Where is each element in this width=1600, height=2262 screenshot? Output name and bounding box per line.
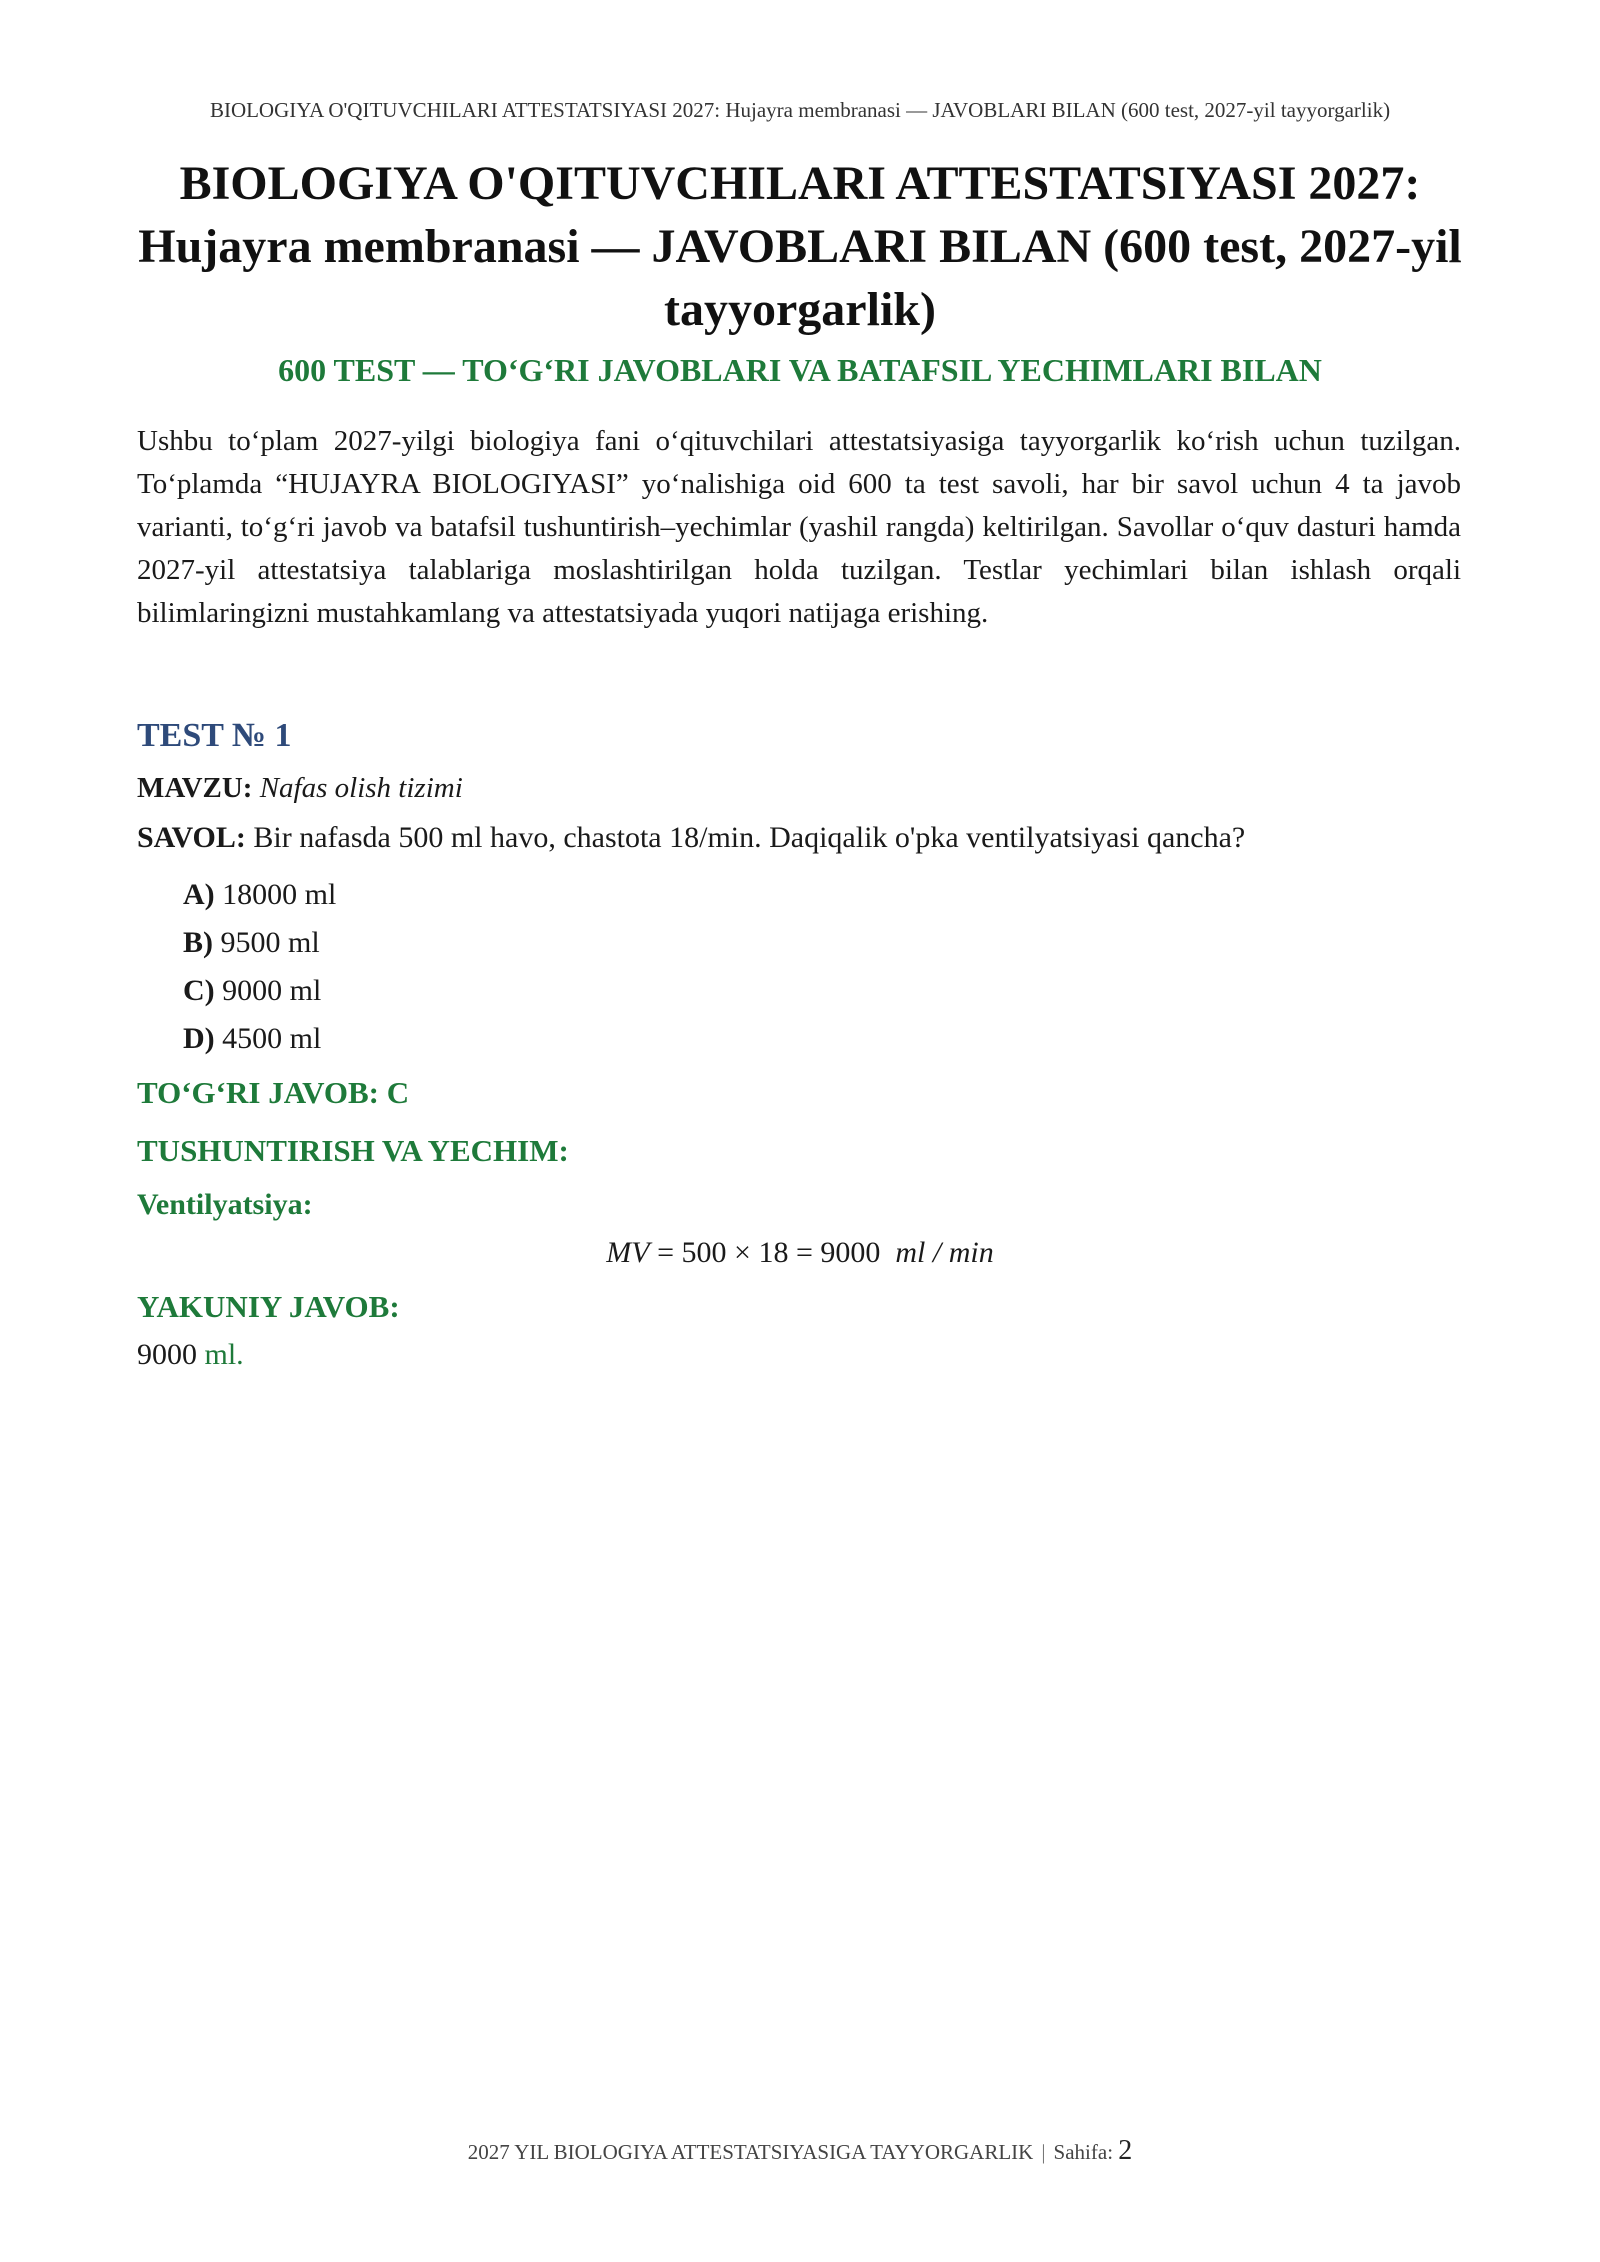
final-answer-value: 9000 xyxy=(137,1338,197,1371)
explanation-heading: TUSHUNTIRISH VA YECHIM: xyxy=(137,1133,569,1168)
page-footer xyxy=(0,2134,1600,2169)
formula xyxy=(0,1232,1600,1274)
option-text: 9500 ml xyxy=(220,926,320,959)
footer-text: 2027 YIL BIOLOGIYA ATTESTATSIYASIGA TAYYORGARLIK xyxy=(467,2140,1034,2164)
option-text: 4500 ml xyxy=(222,1022,322,1055)
topic-value: Nafas olish tizimi xyxy=(259,772,463,804)
option-d xyxy=(183,1018,336,1066)
question-line xyxy=(137,818,1461,858)
option-b xyxy=(183,922,336,970)
formula-unit: ml / min xyxy=(895,1236,994,1269)
intro-paragraph: Ushbu to‘plam 2027-yilgi biologiya fani o‘qituvchilari attestatsiyasiga tayyorgarlik ko‘rish uchun tuzilgan. To‘plamda “HUJAYRA BIOLOGIYASI” yo‘nalishiga oid 600 ta test savoli, har bir savol uchun 4 ta javob varianti, to‘g‘ri javob va batafsil tushuntirish–yechimlar (yashil rangda) keltirilgan. Savollar o‘quv dasturi hamda 2027-yil attestatsiya talablariga moslashtirilgan holda tuzilgan. Testlar yechimlari bilan ishlash orqali bilimlaringizni mustahkamlang va attestatsiyada yuqori natijaga erishing. xyxy=(137,425,1461,629)
document-title: BIOLOGIYA O'QITUVCHILARI ATTESTATSIYASI 2027: Hujayra membranasi — JAVOBLARI BILAN (600 test, 2027-yil tayyorgarlik) xyxy=(138,157,1462,336)
option-letter: D) xyxy=(183,1022,215,1055)
option-letter: B) xyxy=(183,926,213,959)
final-answer xyxy=(137,1334,244,1376)
page-label: Sahifa: xyxy=(1053,2140,1114,2164)
page-number: 2 xyxy=(1118,2135,1133,2166)
correct-answer: TO‘G‘RI JAVOB: C xyxy=(137,1075,410,1110)
option-a xyxy=(183,874,336,922)
footer-separator: | xyxy=(1041,2140,1046,2164)
document-subtitle: 600 TEST — TO‘G‘RI JAVOBLARI VA BATAFSIL YECHIMLARI BILAN xyxy=(278,352,1322,388)
answer-options xyxy=(183,874,336,1066)
formula-lhs: MV xyxy=(606,1236,650,1269)
topic-line xyxy=(137,768,463,808)
final-answer-unit: ml. xyxy=(197,1338,244,1371)
question-text: Bir nafasda 500 ml havo, chastota 18/min. Daqiqalik o'pka ventilyatsiyasi qancha? xyxy=(253,821,1246,854)
question-label: SAVOL: xyxy=(137,821,246,854)
explanation-subheading: Ventilyatsiya: xyxy=(137,1188,313,1221)
test-title: TEST № 1 xyxy=(137,717,292,754)
formula-rhs: = 500 × 18 = 9000 xyxy=(649,1236,896,1269)
option-letter: A) xyxy=(183,878,215,911)
option-c xyxy=(183,970,336,1018)
option-text: 9000 ml xyxy=(222,974,322,1007)
topic-label: MAVZU: xyxy=(137,772,253,804)
option-letter: C) xyxy=(183,974,215,1007)
final-answer-heading: YAKUNIY JAVOB: xyxy=(137,1289,400,1324)
running-header: BIOLOGIYA O'QITUVCHILARI ATTESTATSIYASI 2027: Hujayra membranasi — JAVOBLARI BILAN (600 test, 2027-yil tayyorgarlik) xyxy=(209,98,1391,122)
option-text: 18000 ml xyxy=(222,878,337,911)
